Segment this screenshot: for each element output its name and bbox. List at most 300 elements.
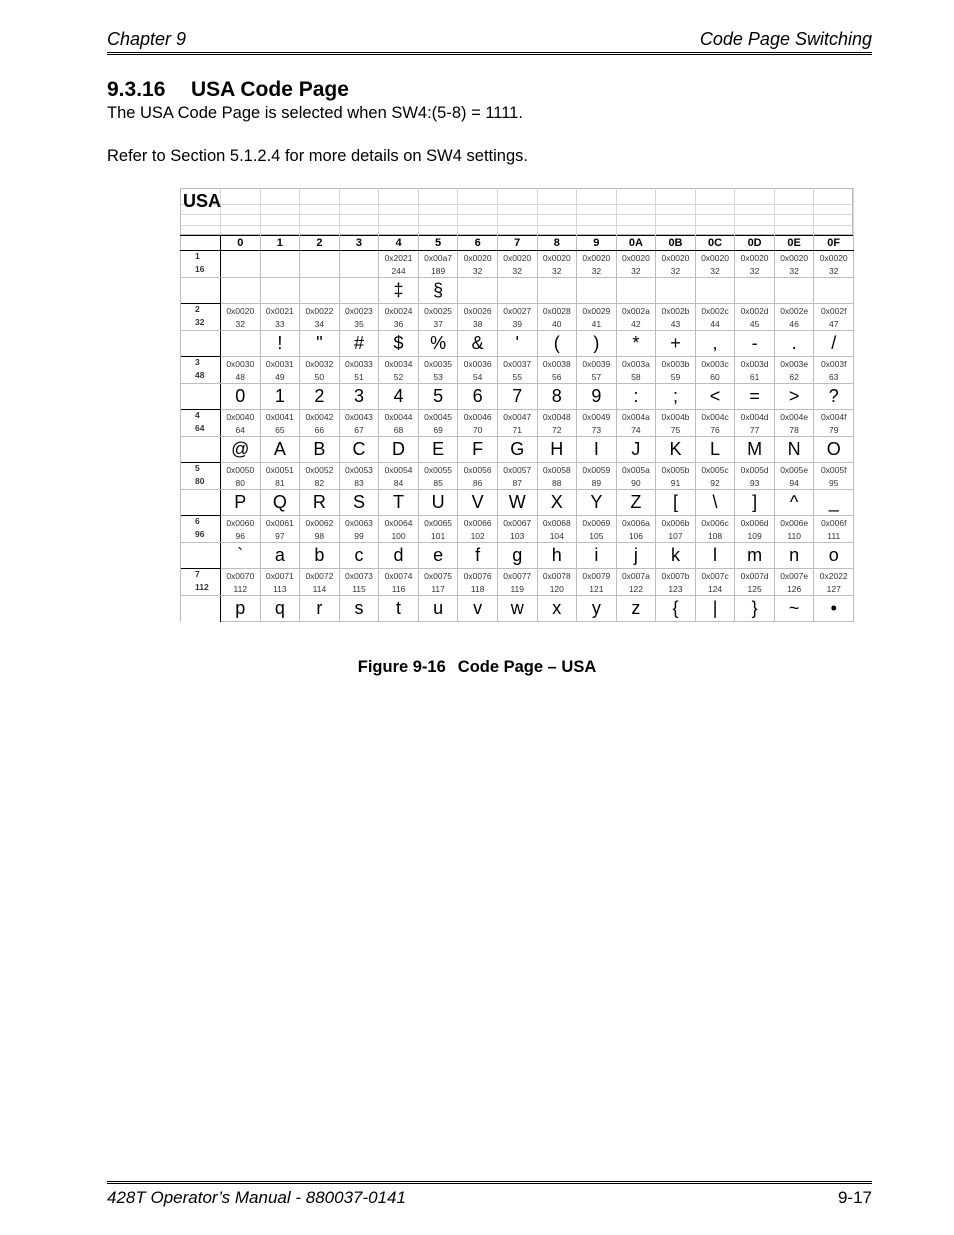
- char-glyph: §: [418, 278, 458, 304]
- char-hex-code: [260, 251, 300, 265]
- column-header: 9: [577, 236, 617, 251]
- char-decimal-code: 32: [616, 264, 656, 278]
- row-label-decimal: 64: [181, 423, 221, 437]
- chapter-label: Chapter 9: [107, 29, 187, 49]
- char-decimal-code: 115: [339, 582, 379, 596]
- char-decimal-code: 111: [814, 529, 854, 543]
- char-decimal-code: 110: [774, 529, 814, 543]
- char-decimal-code: 125: [735, 582, 775, 596]
- char-glyph: X: [537, 490, 577, 516]
- row-label-index: 4: [181, 410, 221, 424]
- char-glyph: =: [735, 384, 775, 410]
- row-label-decimal: 96: [181, 529, 221, 543]
- char-decimal-code: 107: [656, 529, 696, 543]
- char-glyph: Y: [577, 490, 617, 516]
- char-glyph: k: [656, 543, 696, 569]
- char-decimal-code: 75: [656, 423, 696, 437]
- char-hex-code: 0x0055: [418, 463, 458, 477]
- code-row-hex: [181, 410, 854, 424]
- code-row-dec: [181, 423, 854, 437]
- char-decimal-code: 47: [814, 317, 854, 331]
- char-glyph: l: [695, 543, 735, 569]
- char-decimal-code: 113: [260, 582, 300, 596]
- char-glyph: [577, 278, 617, 304]
- char-hex-code: 0x0020: [577, 251, 617, 265]
- char-decimal-code: 71: [497, 423, 537, 437]
- char-hex-code: 0x006e: [774, 516, 814, 530]
- char-glyph: [616, 278, 656, 304]
- char-hex-code: 0x2021: [379, 251, 419, 265]
- char-glyph: }: [735, 596, 775, 622]
- column-header: 5: [418, 236, 458, 251]
- code-row-dec: [181, 370, 854, 384]
- char-decimal-code: 85: [418, 476, 458, 490]
- char-hex-code: 0x0038: [537, 357, 577, 371]
- page-header: [107, 28, 872, 55]
- code-row-hex: [181, 251, 854, 265]
- char-glyph: K: [656, 437, 696, 463]
- char-glyph: [221, 278, 261, 304]
- char-hex-code: 0x002d: [735, 304, 775, 318]
- section-heading: [107, 78, 349, 102]
- char-hex-code: 0x004c: [695, 410, 735, 424]
- row-label-decimal: 80: [181, 476, 221, 490]
- row-label-index: 1: [181, 251, 221, 265]
- char-glyph: @: [221, 437, 261, 463]
- char-hex-code: 0x006b: [656, 516, 696, 530]
- char-glyph: ‡: [379, 278, 419, 304]
- manual-title: 428T Operator’s Manual - 880037-0141: [107, 1188, 406, 1207]
- column-header: 2: [300, 236, 340, 251]
- char-glyph: M: [735, 437, 775, 463]
- char-glyph: P: [221, 490, 261, 516]
- char-glyph: q: [260, 596, 300, 622]
- char-decimal-code: 77: [735, 423, 775, 437]
- char-decimal-code: 105: [577, 529, 617, 543]
- char-decimal-code: 32: [735, 264, 775, 278]
- char-hex-code: 0x0053: [339, 463, 379, 477]
- char-hex-code: 0x003e: [774, 357, 814, 371]
- char-decimal-code: 95: [814, 476, 854, 490]
- char-hex-code: 0x0066: [458, 516, 498, 530]
- char-glyph: _: [814, 490, 854, 516]
- char-decimal-code: 65: [260, 423, 300, 437]
- char-hex-code: 0x002b: [656, 304, 696, 318]
- figure-number: Figure 9-16: [357, 658, 446, 676]
- char-glyph: ?: [814, 384, 854, 410]
- char-hex-code: 0x0043: [339, 410, 379, 424]
- char-decimal-code: 32: [695, 264, 735, 278]
- code-row-dec: [181, 264, 854, 278]
- row-label-blank: [181, 543, 221, 569]
- column-header: 0C: [695, 236, 735, 251]
- char-glyph: [695, 278, 735, 304]
- char-glyph: [537, 278, 577, 304]
- char-decimal-code: 63: [814, 370, 854, 384]
- char-hex-code: 0x0075: [418, 569, 458, 583]
- char-hex-code: 0x0025: [418, 304, 458, 318]
- char-glyph: m: [735, 543, 775, 569]
- code-row-glyph: [181, 543, 854, 569]
- char-decimal-code: 124: [695, 582, 735, 596]
- code-row-glyph: [181, 331, 854, 357]
- row-label-index: 3: [181, 357, 221, 371]
- char-glyph: O: [814, 437, 854, 463]
- char-glyph: ^: [774, 490, 814, 516]
- char-hex-code: 0x005d: [735, 463, 775, 477]
- char-decimal-code: 112: [221, 582, 261, 596]
- row-label-blank: [181, 490, 221, 516]
- char-decimal-code: 87: [497, 476, 537, 490]
- char-glyph: I: [577, 437, 617, 463]
- char-glyph: F: [458, 437, 498, 463]
- char-glyph: [458, 278, 498, 304]
- char-hex-code: 0x0039: [577, 357, 617, 371]
- char-decimal-code: 189: [418, 264, 458, 278]
- code-page-table: [180, 235, 854, 622]
- char-glyph: <: [695, 384, 735, 410]
- char-decimal-code: 32: [656, 264, 696, 278]
- char-hex-code: 0x0057: [497, 463, 537, 477]
- char-decimal-code: 86: [458, 476, 498, 490]
- char-hex-code: 0x005b: [656, 463, 696, 477]
- char-decimal-code: 66: [300, 423, 340, 437]
- char-decimal-code: 117: [418, 582, 458, 596]
- char-decimal-code: 121: [577, 582, 617, 596]
- char-decimal-code: 89: [577, 476, 617, 490]
- char-hex-code: 0x007c: [695, 569, 735, 583]
- char-decimal-code: 102: [458, 529, 498, 543]
- char-glyph: ;: [656, 384, 696, 410]
- code-page-figure: [180, 188, 853, 637]
- code-row-hex: [181, 516, 854, 530]
- char-hex-code: [221, 251, 261, 265]
- code-row-glyph: [181, 384, 854, 410]
- row-label-blank: [181, 384, 221, 410]
- char-glyph: H: [537, 437, 577, 463]
- char-hex-code: 0x0073: [339, 569, 379, 583]
- figure-caption: [0, 658, 954, 677]
- char-hex-code: 0x0070: [221, 569, 261, 583]
- char-hex-code: 0x0064: [379, 516, 419, 530]
- char-decimal-code: 32: [497, 264, 537, 278]
- title-grid: [180, 188, 853, 235]
- char-glyph: c: [339, 543, 379, 569]
- char-hex-code: 0x0054: [379, 463, 419, 477]
- char-decimal-code: 97: [260, 529, 300, 543]
- char-hex-code: [339, 251, 379, 265]
- char-decimal-code: 52: [379, 370, 419, 384]
- char-glyph: [735, 278, 775, 304]
- chapter-title: Code Page Switching: [699, 29, 872, 49]
- char-hex-code: 0x0077: [497, 569, 537, 583]
- char-decimal-code: 100: [379, 529, 419, 543]
- char-decimal-code: 53: [418, 370, 458, 384]
- char-hex-code: 0x0022: [300, 304, 340, 318]
- char-hex-code: 0x0021: [260, 304, 300, 318]
- char-glyph: g: [497, 543, 537, 569]
- corner-cell: [181, 236, 221, 251]
- char-hex-code: 0x007d: [735, 569, 775, 583]
- char-decimal-code: [300, 264, 340, 278]
- char-decimal-code: 68: [379, 423, 419, 437]
- char-hex-code: 0x0049: [577, 410, 617, 424]
- char-glyph: U: [418, 490, 458, 516]
- char-decimal-code: [221, 264, 261, 278]
- char-glyph: 6: [458, 384, 498, 410]
- char-decimal-code: 38: [458, 317, 498, 331]
- char-glyph: &: [458, 331, 498, 357]
- char-hex-code: 0x0029: [577, 304, 617, 318]
- char-glyph: $: [379, 331, 419, 357]
- char-hex-code: 0x0072: [300, 569, 340, 583]
- char-hex-code: 0x00a7: [418, 251, 458, 265]
- code-row-hex: [181, 463, 854, 477]
- char-hex-code: 0x0076: [458, 569, 498, 583]
- char-hex-code: 0x003d: [735, 357, 775, 371]
- char-decimal-code: 50: [300, 370, 340, 384]
- char-decimal-code: 48: [221, 370, 261, 384]
- char-glyph: [339, 278, 379, 304]
- char-glyph: W: [497, 490, 537, 516]
- char-hex-code: [300, 251, 340, 265]
- char-decimal-code: 74: [616, 423, 656, 437]
- code-row-glyph: [181, 278, 854, 304]
- char-decimal-code: 101: [418, 529, 458, 543]
- char-decimal-code: [339, 264, 379, 278]
- char-decimal-code: 46: [774, 317, 814, 331]
- char-hex-code: 0x0067: [497, 516, 537, 530]
- code-row-dec: [181, 317, 854, 331]
- char-decimal-code: 32: [814, 264, 854, 278]
- char-glyph: %: [418, 331, 458, 357]
- char-hex-code: 0x0020: [537, 251, 577, 265]
- char-glyph: {: [656, 596, 696, 622]
- char-decimal-code: 32: [774, 264, 814, 278]
- char-decimal-code: 59: [656, 370, 696, 384]
- char-hex-code: 0x0030: [221, 357, 261, 371]
- char-hex-code: 0x0068: [537, 516, 577, 530]
- char-decimal-code: 119: [497, 582, 537, 596]
- char-decimal-code: 76: [695, 423, 735, 437]
- char-decimal-code: 58: [616, 370, 656, 384]
- char-decimal-code: 54: [458, 370, 498, 384]
- column-header: 7: [497, 236, 537, 251]
- char-hex-code: 0x0040: [221, 410, 261, 424]
- char-hex-code: 0x002a: [616, 304, 656, 318]
- char-hex-code: 0x006c: [695, 516, 735, 530]
- code-row-hex: [181, 357, 854, 371]
- char-hex-code: 0x0065: [418, 516, 458, 530]
- char-decimal-code: 60: [695, 370, 735, 384]
- char-glyph: 5: [418, 384, 458, 410]
- char-glyph: [: [656, 490, 696, 516]
- char-glyph: d: [379, 543, 419, 569]
- reference-paragraph: Refer to Section 5.1.2.4 for more details on SW4 settings.: [107, 147, 528, 165]
- row-label-decimal: 112: [181, 582, 221, 596]
- char-hex-code: 0x0037: [497, 357, 537, 371]
- char-glyph: f: [458, 543, 498, 569]
- char-hex-code: 0x006d: [735, 516, 775, 530]
- char-glyph: s: [339, 596, 379, 622]
- row-label-index: 5: [181, 463, 221, 477]
- char-glyph: a: [260, 543, 300, 569]
- char-hex-code: 0x0046: [458, 410, 498, 424]
- char-glyph: *: [616, 331, 656, 357]
- char-glyph: ]: [735, 490, 775, 516]
- selection-paragraph: The USA Code Page is selected when SW4:(5-8) = 1111.: [107, 104, 523, 122]
- column-header: 0E: [774, 236, 814, 251]
- char-decimal-code: 126: [774, 582, 814, 596]
- char-glyph: >: [774, 384, 814, 410]
- char-glyph: -: [735, 331, 775, 357]
- char-hex-code: 0x0069: [577, 516, 617, 530]
- char-hex-code: 0x004f: [814, 410, 854, 424]
- char-decimal-code: 91: [656, 476, 696, 490]
- page-number: 9-17: [837, 1188, 872, 1207]
- char-hex-code: 0x0052: [300, 463, 340, 477]
- char-glyph: e: [418, 543, 458, 569]
- char-decimal-code: 69: [418, 423, 458, 437]
- char-decimal-code: 70: [458, 423, 498, 437]
- char-glyph: x: [537, 596, 577, 622]
- column-header-row: [181, 236, 854, 251]
- char-glyph: ': [497, 331, 537, 357]
- row-label-blank: [181, 437, 221, 463]
- char-decimal-code: 88: [537, 476, 577, 490]
- char-hex-code: 0x0027: [497, 304, 537, 318]
- row-label-index: 7: [181, 569, 221, 583]
- char-decimal-code: 108: [695, 529, 735, 543]
- char-hex-code: 0x0042: [300, 410, 340, 424]
- char-decimal-code: 32: [537, 264, 577, 278]
- char-glyph: p: [221, 596, 261, 622]
- char-glyph: R: [300, 490, 340, 516]
- char-decimal-code: 114: [300, 582, 340, 596]
- char-decimal-code: 78: [774, 423, 814, 437]
- char-hex-code: 0x0023: [339, 304, 379, 318]
- char-glyph: [221, 331, 261, 357]
- char-glyph: o: [814, 543, 854, 569]
- char-hex-code: 0x0050: [221, 463, 261, 477]
- code-row-hex: [181, 304, 854, 318]
- code-row-glyph: [181, 490, 854, 516]
- char-hex-code: 0x002f: [814, 304, 854, 318]
- char-decimal-code: 79: [814, 423, 854, 437]
- char-decimal-code: 61: [735, 370, 775, 384]
- char-decimal-code: 33: [260, 317, 300, 331]
- char-hex-code: 0x0020: [221, 304, 261, 318]
- char-decimal-code: 94: [774, 476, 814, 490]
- column-header: 3: [339, 236, 379, 251]
- char-hex-code: 0x005e: [774, 463, 814, 477]
- char-glyph: A: [260, 437, 300, 463]
- char-glyph: !: [260, 331, 300, 357]
- char-hex-code: 0x0034: [379, 357, 419, 371]
- char-hex-code: 0x0041: [260, 410, 300, 424]
- char-hex-code: 0x0061: [260, 516, 300, 530]
- char-glyph: E: [418, 437, 458, 463]
- char-glyph: Q: [260, 490, 300, 516]
- char-glyph: N: [774, 437, 814, 463]
- char-decimal-code: 73: [577, 423, 617, 437]
- char-decimal-code: 49: [260, 370, 300, 384]
- char-hex-code: 0x005f: [814, 463, 854, 477]
- char-decimal-code: 99: [339, 529, 379, 543]
- char-hex-code: 0x0020: [656, 251, 696, 265]
- char-glyph: S: [339, 490, 379, 516]
- char-glyph: ~: [774, 596, 814, 622]
- char-glyph: [656, 278, 696, 304]
- char-glyph: •: [814, 596, 854, 622]
- char-hex-code: 0x003b: [656, 357, 696, 371]
- column-header: 0D: [735, 236, 775, 251]
- code-row-glyph: [181, 596, 854, 622]
- char-decimal-code: 41: [577, 317, 617, 331]
- char-glyph: B: [300, 437, 340, 463]
- char-glyph: 1: [260, 384, 300, 410]
- char-decimal-code: 84: [379, 476, 419, 490]
- char-hex-code: 0x0078: [537, 569, 577, 583]
- char-glyph: [260, 278, 300, 304]
- char-decimal-code: 106: [616, 529, 656, 543]
- char-glyph: +: [656, 331, 696, 357]
- char-hex-code: 0x003c: [695, 357, 735, 371]
- char-glyph: ): [577, 331, 617, 357]
- column-header: 0B: [656, 236, 696, 251]
- row-label-index: 2: [181, 304, 221, 318]
- char-decimal-code: 116: [379, 582, 419, 596]
- char-hex-code: 0x0020: [616, 251, 656, 265]
- char-hex-code: 0x002e: [774, 304, 814, 318]
- char-hex-code: 0x006a: [616, 516, 656, 530]
- char-decimal-code: 45: [735, 317, 775, 331]
- char-decimal-code: 80: [221, 476, 261, 490]
- figure-title: Code Page – USA: [457, 658, 597, 676]
- char-decimal-code: 57: [577, 370, 617, 384]
- char-decimal-code: 37: [418, 317, 458, 331]
- code-row-dec: [181, 582, 854, 596]
- char-decimal-code: 42: [616, 317, 656, 331]
- char-hex-code: 0x2022: [814, 569, 854, 583]
- char-glyph: T: [379, 490, 419, 516]
- char-glyph: j: [616, 543, 656, 569]
- char-decimal-code: 122: [616, 582, 656, 596]
- column-header: 4: [379, 236, 419, 251]
- char-hex-code: 0x0044: [379, 410, 419, 424]
- char-decimal-code: 118: [458, 582, 498, 596]
- char-decimal-code: 44: [695, 317, 735, 331]
- char-glyph: 3: [339, 384, 379, 410]
- char-hex-code: 0x007b: [656, 569, 696, 583]
- char-glyph: y: [577, 596, 617, 622]
- char-hex-code: 0x005c: [695, 463, 735, 477]
- char-decimal-code: 103: [497, 529, 537, 543]
- char-hex-code: 0x0051: [260, 463, 300, 477]
- char-glyph: G: [497, 437, 537, 463]
- char-glyph: ,: [695, 331, 735, 357]
- char-hex-code: 0x0024: [379, 304, 419, 318]
- char-decimal-code: 32: [577, 264, 617, 278]
- char-glyph: Z: [616, 490, 656, 516]
- char-glyph: [497, 278, 537, 304]
- char-decimal-code: 32: [221, 317, 261, 331]
- char-hex-code: 0x0056: [458, 463, 498, 477]
- char-glyph: v: [458, 596, 498, 622]
- char-hex-code: 0x004b: [656, 410, 696, 424]
- code-row-hex: [181, 569, 854, 583]
- row-label-decimal: 48: [181, 370, 221, 384]
